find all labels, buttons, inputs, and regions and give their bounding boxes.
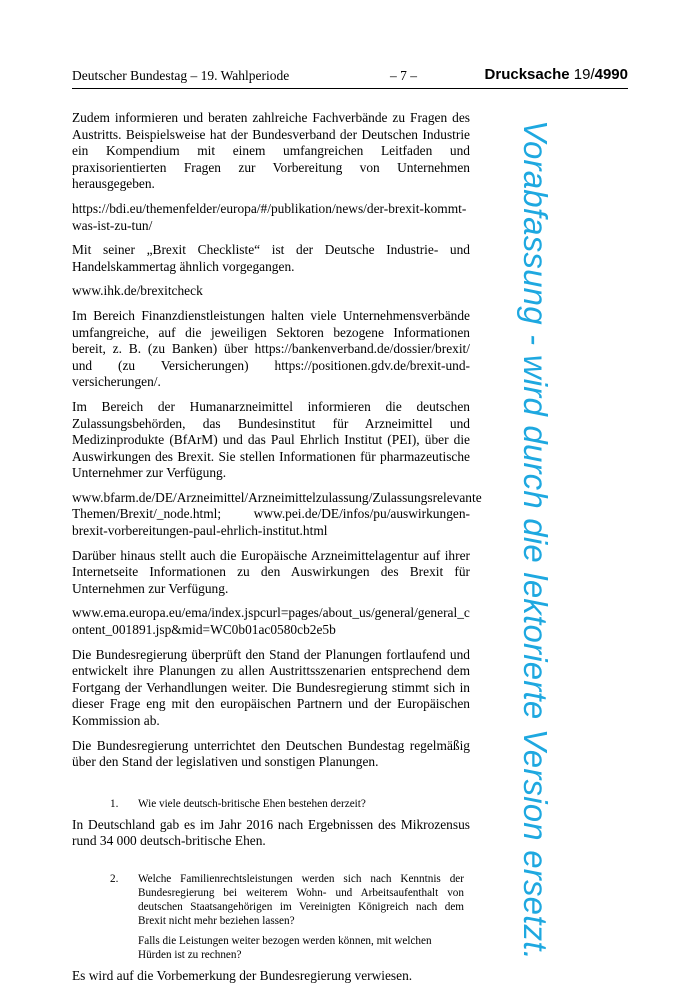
question-subtext: Falls die Leistungen weiter bezogen werden können, mit welchen Hürden ist zu rechnen? [138, 934, 432, 961]
document-label: Drucksache [484, 66, 570, 83]
paragraph: Mit seiner „Brexit Checkliste“ ist der Deutsche Industrie- und Handelskammertag ähnlich vorgegangen. [72, 242, 470, 274]
document-number-value: 4990 [594, 66, 628, 83]
question-text: Welche Familienrechtsleistungen werden sich nach Kenntnis der Bundesregierung bei weiterem Wohn- und Arbeitsaufenthalt von deutschen Staatsangehörigen im Vereinigten Königreich nach dem Brexit nicht mehr beziehen lassen? [138, 872, 464, 927]
page-number: – 7 – [390, 68, 417, 83]
answer-1: In Deutschland gab es im Jahr 2016 nach Ergebnissen des Mikrozensus rund 34 000 deutsch-britische Ehen. [72, 816, 470, 849]
url-reference: www.ema.europa.eu/ema/index.jspcurl=pages/about_us/general/general_content_001891.jsp&mid=WC0b01ac0580cb2e5b [72, 605, 470, 638]
document-number [485, 66, 628, 83]
question-text: Wie viele deutsch-britische Ehen bestehen derzeit? [138, 797, 366, 810]
paragraph: Zudem informieren und beraten zahlreiche Fachverbände zu Fragen des Austritts. Beispielsweise hat der Bundesverband der Deutschen Industrie ein Kompendium mit einem umfangreichen Leitfaden und praxisorientierten Fragen zur Vorbereitung von Unternehmen herausgegeben. [72, 110, 470, 192]
question-number: 2. [110, 872, 119, 885]
question-number: 1. [110, 797, 119, 810]
url-reference: www.bfarm.de/DE/Arzneimittel/Arzneimittelzulassung/Zulassungsrelevante Themen/Brexit/_node.html; www.pei.de/DE/infos/pu/auswirkungen-brexit-vorbereitungen-paul-ehrlich-institut.html [72, 489, 482, 539]
answer-2: Es wird auf die Vorbemerkung der Bundesregierung verwiesen. [72, 967, 413, 983]
question-2 [72, 872, 470, 962]
watermark-text: Vorabfassung - wird durch die lektorierte Version ersetzt. [517, 119, 554, 961]
url-reference: https://bdi.eu/themenfelder/europa/#/publikation/news/der-brexit-kommt-was-ist-zu-tun/ [72, 200, 467, 233]
document-body [72, 110, 482, 993]
parliament-period: Deutscher Bundestag – 19. Wahlperiode [72, 68, 290, 83]
paragraph: Im Bereich der Humanarzneimittel informieren die deutschen Zulassungsbehörden, das Bundesinstitut für Arzneimittel und Medizinprodukte (BfArM) und das Paul Ehrlich Institut (PEI), über die Auswirkungen des Brexit. Sie stellen Informationen für pharmazeutische Unternehmer zur Verfügung. [72, 398, 470, 481]
url-reference: www.ihk.de/brexitcheck [72, 283, 203, 299]
paragraph: Im Bereich Finanzdienstleistungen halten viele Unternehmensverbände umfangreiche, auf die jeweiligen Sektoren bezogene Informationen bereit, z. B. (zu Banken) über https://bankenverband.de/dossier/brexit/ und (zu Versicherungen) https://positionen.gdv.de/brexit-und-versicherungen/. [72, 307, 470, 390]
paragraph: Die Bundesregierung unterrichtet den Deutschen Bundestag regelmäßig über den Stand der legislativen und sonstigen Planungen. [72, 737, 470, 770]
question-1 [72, 797, 470, 811]
page-header [72, 66, 628, 89]
document-number-prefix: 19/ [573, 66, 595, 83]
paragraph: Darüber hinaus stellt auch die Europäische Arzneimittelagentur auf ihrer Internetseite Informationen zu den Auswirkungen des Brexit für Unternehmen zur Verfügung. [72, 547, 470, 596]
paragraph: Die Bundesregierung überprüft den Stand der Planungen fortlaufend und entwickelt ihre Planungen zu allen Austrittsszenarien entsprechend dem Fortgang der Verhandlungen weiter. Die Bundesregierung stimmt sich in dieser Frage eng mit den europäischen Partnern und der Europäischen Kommission ab. [72, 646, 470, 728]
